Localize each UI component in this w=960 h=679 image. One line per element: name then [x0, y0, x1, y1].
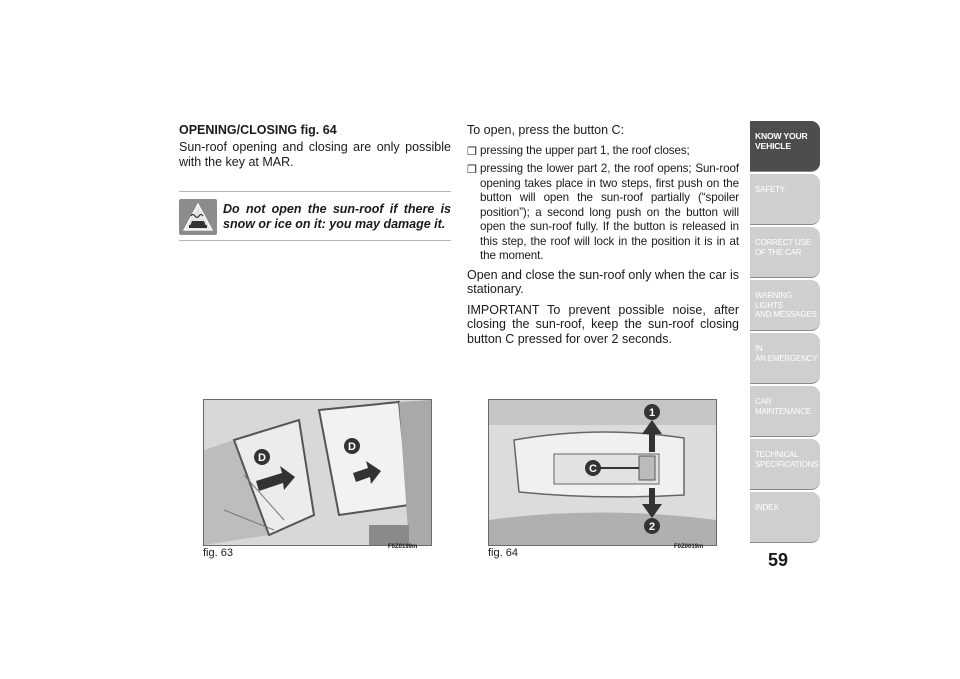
warning-top-rule	[179, 191, 451, 192]
warning-text: Do not open the sun-roof if there is snow or ice on it: you may damage it.	[223, 202, 451, 231]
section-heading: OPENING/CLOSING fig. 64	[179, 123, 337, 137]
tab-safety[interactable]: SAFETY	[750, 174, 820, 225]
marker-d-right: D	[348, 441, 356, 453]
important-note: IMPORTANT To prevent possible noise, after closing the sun-roof, keep the sun-roof closing button C pressed for over 2 seconds.	[467, 302, 739, 346]
warning-bottom-rule	[179, 240, 451, 241]
marker-2: 2	[648, 521, 656, 533]
tab-correct-use[interactable]: CORRECT USE OF THE CAR	[750, 227, 820, 278]
figure-63-caption: fig. 63	[203, 547, 233, 559]
tab-car-maintenance[interactable]: CAR MAINTENANCE	[750, 386, 820, 437]
bullet-item-close	[467, 144, 739, 159]
tab-index[interactable]: INDEX	[750, 492, 820, 543]
marker-1: 1	[648, 407, 656, 419]
figure-64-code: F0Z0019m	[674, 544, 704, 550]
checkbox-bullet-icon: ❒	[467, 145, 477, 158]
figure-64-caption: fig. 64	[488, 547, 518, 559]
right-column	[467, 123, 739, 352]
checkbox-bullet-icon: ❒	[467, 164, 477, 176]
tab-warning-lights[interactable]: WARNING LIGHTS AND MESSAGES	[750, 280, 820, 331]
intro-paragraph: Sun-roof opening and closing are only possible with the key at MAR.	[179, 140, 451, 169]
bullet-text: pressing the upper part 1, the roof closes;	[480, 143, 690, 157]
marker-d-left: D	[258, 452, 266, 464]
tab-in-an-emergency[interactable]: IN AN EMERGENCY	[750, 333, 820, 384]
marker-c: C	[589, 463, 597, 475]
tab-technical-specifications[interactable]: TECHNICAL SPECIFICATIONS	[750, 439, 820, 490]
page-number: 59	[768, 550, 789, 570]
car-hazard-icon	[179, 199, 217, 235]
bullet-text: pressing the lower part 2, the roof opens; Sun-roof opening takes place in two steps, first push on the button will open the sun-roof partially (“spoiler position”); a second long push on the button will open the sun-roof fully. If the button is released in this step, the roof will lock in the position it is in at the moment.	[480, 162, 739, 262]
figure-63-image	[203, 399, 432, 546]
bullet-item-open	[467, 162, 739, 264]
figure-64-image	[488, 399, 717, 546]
figure-63-code: F0Z0199m	[388, 544, 418, 550]
tab-know-your-vehicle[interactable]: KNOW YOUR VEHICLE	[750, 121, 820, 172]
open-instructions-intro: To open, press the button C:	[467, 123, 625, 137]
stationary-note: Open and close the sun-roof only when the car is stationary.	[467, 267, 739, 296]
